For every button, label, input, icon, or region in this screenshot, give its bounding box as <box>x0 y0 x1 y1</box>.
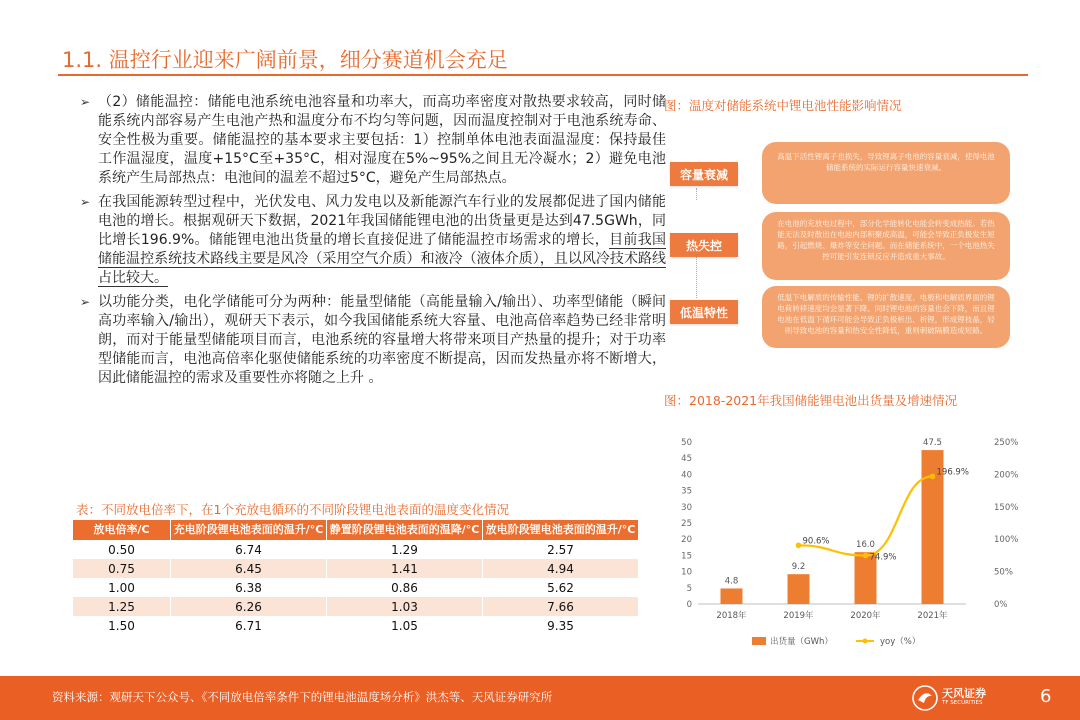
table-row <box>73 559 639 578</box>
yoy-point <box>863 553 869 559</box>
right-axis-tick-label: 150% <box>994 502 1019 513</box>
logo-english: TF SECURITIES <box>942 700 983 706</box>
temperature-table <box>72 520 638 635</box>
left-axis-tick-label: 25 <box>681 519 692 529</box>
x-axis-tick-label: 2018年 <box>716 611 747 621</box>
left-axis-tick-label: 35 <box>681 486 692 497</box>
table-cell: 7.66 <box>483 597 639 616</box>
paragraph-underlined-text: 目前我国储能温控系统技术路线主要是风冷（采用空气介质）和液冷（液体介质），且以风冷技术路线占比较大。 <box>98 232 666 286</box>
left-axis-tick-label: 0 <box>686 600 692 610</box>
tag-capacity-fade: 容量衰减 <box>670 162 738 186</box>
left-axis-tick-label: 10 <box>681 567 692 578</box>
bar-data-label: 16.0 <box>856 540 875 551</box>
table-cell: 0.75 <box>73 559 171 578</box>
logo-name: 天风证券 <box>942 687 986 700</box>
table-cell: 6.38 <box>171 578 327 597</box>
table-row <box>73 540 639 559</box>
company-logo <box>912 682 1022 716</box>
table-cell: 6.74 <box>171 540 327 559</box>
table-cell: 6.45 <box>171 559 327 578</box>
legend-line-label: yoy（%） <box>880 637 921 647</box>
body-text <box>76 93 666 393</box>
table-cell: 0.86 <box>327 578 483 597</box>
bullet-arrow-icon: ➢ <box>80 195 91 209</box>
table-header-cell: 放电倍率/C <box>73 520 171 540</box>
table-cell: 4.94 <box>483 559 639 578</box>
paragraph-text: （2）储能温控：储能电池系统电池容量和功率大，而高功率密度对散热要求较高，同时储能系统内部容易产生电池产热和温度分布不均匀等问题，因而温度控制对于电池系统寿命、安全性极为重要。储能温控的基本要求主要包括：1）控制单体电池表面温湿度：保持最佳工作温湿度，温度+15°C至+35°C，相对湿度在5%~95%之间且无冷凝水；2）避免电池系统产生局部热点：电池间的温差不超过5°C，避免产生局部热点。 <box>98 94 666 186</box>
title-divider <box>58 74 1028 76</box>
paragraph-classification <box>76 293 666 388</box>
left-axis-tick-label: 30 <box>681 502 692 513</box>
table-row <box>73 616 639 635</box>
table-cell: 5.62 <box>483 578 639 597</box>
tag-thermal-runaway: 热失控 <box>670 233 738 257</box>
table-row <box>73 597 639 616</box>
table-header-cell: 充电阶段锂电池表面的温升/°C <box>171 520 327 540</box>
blob-capacity-fade: 高温下活性锂离子也损失，导致锂离子电池的容量衰减，使得电池储能系统的实际运行容量快速衰减。 <box>762 142 1010 204</box>
yoy-data-label: 90.6% <box>802 536 830 547</box>
chart-svg <box>660 412 1028 660</box>
table-cell: 1.25 <box>73 597 171 616</box>
table-cell: 6.71 <box>171 616 327 635</box>
table-header-row <box>73 520 639 540</box>
bar <box>788 574 810 604</box>
table-cell: 1.29 <box>327 540 483 559</box>
table-caption: 表：不同放电倍率下，在1个充放电循环的不同阶段锂电池表面的温度变化情况 <box>76 502 509 517</box>
figure1-caption: 图：温度对储能系统中锂电池性能影响情况 <box>664 98 902 113</box>
bullet-arrow-icon: ➢ <box>80 95 91 109</box>
bar-data-label: 9.2 <box>791 562 806 573</box>
table-cell: 1.03 <box>327 597 483 616</box>
paragraph-energy-storage-thermal <box>76 93 666 188</box>
legend-bar-swatch <box>752 637 766 645</box>
table-cell: 1.50 <box>73 616 171 635</box>
bar-data-label: 47.5 <box>923 438 942 449</box>
legend-line-marker <box>863 639 868 644</box>
right-axis-tick-label: 200% <box>994 470 1019 481</box>
tag-low-temp: 低温特性 <box>670 300 738 324</box>
yoy-data-label: 74.9% <box>869 552 897 563</box>
bar-data-label: 4.8 <box>724 576 739 587</box>
table-header-cell: 静置阶段锂电池表面的温降/°C <box>327 520 483 540</box>
table-row <box>73 578 639 597</box>
table-cell: 2.57 <box>483 540 639 559</box>
bar <box>721 588 743 604</box>
figure2-caption: 图：2018-2021年我国储能锂电池出货量及增速情况 <box>664 393 958 408</box>
paragraph-market-growth <box>76 193 666 288</box>
left-axis-tick-label: 5 <box>686 583 692 594</box>
footer-source: 资料来源：观研天下公众号、《不同放电倍率条件下的锂电池温度场分析》洪杰等、天风证券研究所 <box>52 690 553 704</box>
footer-bar <box>0 676 1080 720</box>
table-cell: 9.35 <box>483 616 639 635</box>
yoy-point <box>930 474 936 480</box>
left-axis-tick-label: 20 <box>681 535 692 546</box>
left-axis-tick-label: 15 <box>681 551 692 562</box>
blob-low-temp: 低温下电解质的传输性能、锂的扩散速度、电极和电解质界面的锂电荷转移速度均会显著下降。同时锂电池的容量也会下降，而且锂电池在低温下循环可能会导致正负极析出、析锂，形成锂枝晶，轻则导致电池的容量和热安全性降低，重则刺破隔膜造成短路。 <box>762 286 1010 348</box>
blob-thermal-runaway: 在电池的充放电过程中，部分化学能转化电能会转变成热能。若热能无法及时散出在电池内部积聚成高温，可能会导致正负极发生短路，引起燃烧、爆炸等安全问题。而在储能系统中，一个电池热失控可能引发连锁反应并造成重大事故。 <box>762 212 1010 280</box>
table-cell: 0.50 <box>73 540 171 559</box>
right-axis-tick-label: 250% <box>994 438 1019 448</box>
table-cell: 1.05 <box>327 616 483 635</box>
table-cell: 1.00 <box>73 578 171 597</box>
right-axis-tick-label: 50% <box>994 567 1013 578</box>
x-axis-tick-label: 2021年 <box>917 611 948 621</box>
x-axis-tick-label: 2020年 <box>850 611 881 621</box>
connector-line <box>696 256 697 298</box>
x-axis-tick-label: 2019年 <box>783 611 814 621</box>
legend-bar-label: 出货量（GWh） <box>770 637 833 647</box>
yoy-point <box>796 542 802 548</box>
page-number: 6 <box>1040 686 1052 707</box>
left-axis-tick-label: 40 <box>681 470 692 481</box>
table-cell: 1.41 <box>327 559 483 578</box>
paragraph-text: 以功能分类，电化学储能可分为两种：能量型储能（高能量输入/输出）、功率型储能（瞬间高功率输入/输出），观研天下表示，如今我国储能系统大容量、电池高倍率趋势已经非常明朗，而对于能量型储能项目而言，电池系统的容量增大将带来项目产热量的提升；对于功率型储能而言，电池高倍率化驱使储能系统的功率密度不断提高，因而发热量亦将不断增大，因此储能温控的需求及重要性亦将随之上升 。 <box>98 294 666 386</box>
left-axis-tick-label: 45 <box>681 454 692 465</box>
left-axis-tick-label: 50 <box>681 438 692 448</box>
shipment-chart <box>660 412 1028 660</box>
page-title: 1.1. 温控行业迎来广阔前景，细分赛道机会充足 <box>62 48 508 72</box>
table-header-cell: 放电阶段锂电池表面的温升/°C <box>483 520 639 540</box>
yoy-data-label: 196.9% <box>936 467 969 478</box>
bullet-arrow-icon: ➢ <box>80 295 91 309</box>
logo-mark-icon <box>912 685 938 711</box>
table-cell: 6.26 <box>171 597 327 616</box>
paragraph-text: 在我国能源转型过程中，光伏发电、风力发电以及新能源汽车行业的发展都促进了国内储能电池的增长。根据观研天下数据，2021年我国储能锂电池的出货量更是达到47.5GWh，同比增长196.9%。储能锂电池出货量的增长直接促进了储能温控市场需求的增长， <box>98 194 666 248</box>
connector-line <box>696 188 697 200</box>
right-axis-tick-label: 0% <box>994 600 1008 610</box>
right-axis-tick-label: 100% <box>994 535 1019 546</box>
